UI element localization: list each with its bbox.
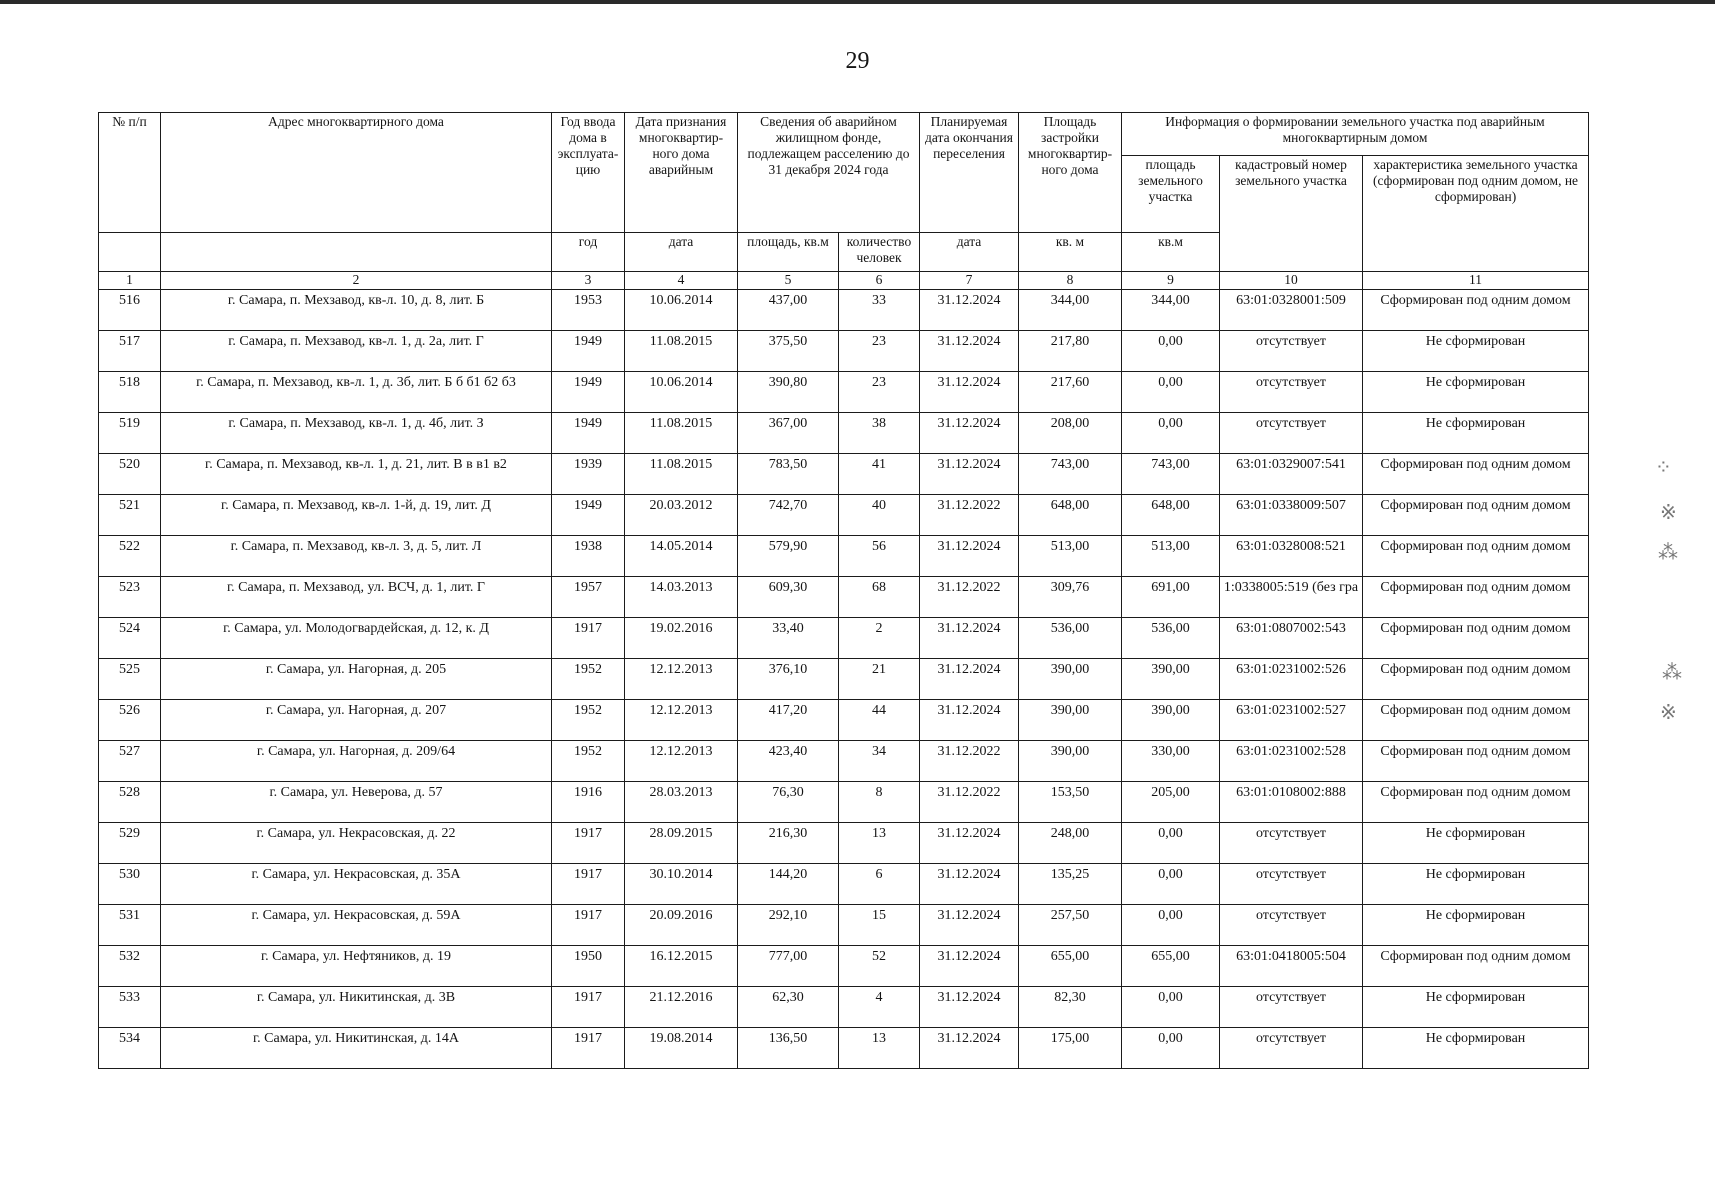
row-land-status: Не сформирован <box>1363 987 1589 1028</box>
table-row <box>99 987 1589 1028</box>
row-address: г. Самара, ул. Никитинская, д. 3В <box>161 987 552 1028</box>
row-year-built: 1949 <box>552 331 625 372</box>
row-built-area: 175,00 <box>1019 1028 1122 1069</box>
unit-date: дата <box>625 233 738 272</box>
row-people-count: 34 <box>839 741 920 782</box>
row-people-count: 4 <box>839 987 920 1028</box>
row-number: 533 <box>99 987 161 1028</box>
margin-scan-mark: ⁂ <box>1662 660 1682 684</box>
header-number: № п/п <box>99 113 161 233</box>
table-row <box>99 700 1589 741</box>
row-cadastral-number: отсутствует <box>1220 987 1363 1028</box>
row-cadastral-number: отсутствует <box>1220 823 1363 864</box>
row-cadastral-number: 63:01:0329007:541 <box>1220 454 1363 495</box>
row-cadastral-number: 63:01:0807002:543 <box>1220 618 1363 659</box>
row-living-area: 375,50 <box>738 331 839 372</box>
row-emergency-date: 11.08.2015 <box>625 413 738 454</box>
column-number: 1 <box>99 272 161 290</box>
row-land-area: 344,00 <box>1122 290 1220 331</box>
header-address: Адрес многоквартирного дома <box>161 113 552 233</box>
row-cadastral-number: 63:01:0418005:504 <box>1220 946 1363 987</box>
row-people-count: 23 <box>839 331 920 372</box>
row-land-area: 0,00 <box>1122 987 1220 1028</box>
row-year-built: 1952 <box>552 700 625 741</box>
row-people-count: 38 <box>839 413 920 454</box>
row-number: 531 <box>99 905 161 946</box>
row-emergency-date: 28.09.2015 <box>625 823 738 864</box>
unit-planned-date: дата <box>920 233 1019 272</box>
row-emergency-date: 16.12.2015 <box>625 946 738 987</box>
table-row <box>99 577 1589 618</box>
header-year-built: Год ввода дома в эксплуата-цию <box>552 113 625 233</box>
row-planned-date: 31.12.2024 <box>920 536 1019 577</box>
row-year-built: 1917 <box>552 864 625 905</box>
row-year-built: 1917 <box>552 618 625 659</box>
row-year-built: 1917 <box>552 1028 625 1069</box>
header-planned-date: Планируемая дата окончания переселения <box>920 113 1019 233</box>
column-number: 3 <box>552 272 625 290</box>
column-number: 8 <box>1019 272 1122 290</box>
row-built-area: 309,76 <box>1019 577 1122 618</box>
row-planned-date: 31.12.2024 <box>920 290 1019 331</box>
margin-scan-mark: ※ <box>1660 700 1677 724</box>
row-emergency-date: 12.12.2013 <box>625 741 738 782</box>
table-row <box>99 495 1589 536</box>
header-emergency-fund: Сведения об аварийном жилищном фонде, подлежащем расселению до 31 декабря 2024 года <box>738 113 920 233</box>
table-row <box>99 413 1589 454</box>
row-planned-date: 31.12.2024 <box>920 905 1019 946</box>
table-row <box>99 536 1589 577</box>
row-emergency-date: 10.06.2014 <box>625 290 738 331</box>
row-address: г. Самара, п. Мехзавод, кв-л. 10, д. 8, лит. Б <box>161 290 552 331</box>
row-emergency-date: 11.08.2015 <box>625 331 738 372</box>
row-address: г. Самара, п. Мехзавод, кв-л. 1-й, д. 19, лит. Д <box>161 495 552 536</box>
table-row <box>99 372 1589 413</box>
row-land-area: 0,00 <box>1122 372 1220 413</box>
row-number: 527 <box>99 741 161 782</box>
row-land-area: 691,00 <box>1122 577 1220 618</box>
row-address: г. Самара, п. Мехзавод, кв-л. 1, д. 4б, лит. З <box>161 413 552 454</box>
row-built-area: 217,80 <box>1019 331 1122 372</box>
row-address: г. Самара, п. Мехзавод, ул. ВСЧ, д. 1, лит. Г <box>161 577 552 618</box>
row-land-area: 648,00 <box>1122 495 1220 536</box>
row-cadastral-number: 63:01:0108002:888 <box>1220 782 1363 823</box>
row-address: г. Самара, ул. Нагорная, д. 205 <box>161 659 552 700</box>
row-living-area: 144,20 <box>738 864 839 905</box>
row-cadastral-number: 63:01:0231002:528 <box>1220 741 1363 782</box>
row-emergency-date: 14.05.2014 <box>625 536 738 577</box>
row-people-count: 21 <box>839 659 920 700</box>
row-land-area: 390,00 <box>1122 659 1220 700</box>
row-people-count: 44 <box>839 700 920 741</box>
unit-built-sqm: кв. м <box>1019 233 1122 272</box>
row-number: 529 <box>99 823 161 864</box>
row-living-area: 76,30 <box>738 782 839 823</box>
row-year-built: 1953 <box>552 290 625 331</box>
row-emergency-date: 12.12.2013 <box>625 659 738 700</box>
table-row <box>99 290 1589 331</box>
row-number: 516 <box>99 290 161 331</box>
header-land-info: Информация о формировании земельного участка под аварийным многоквартирным домом <box>1122 113 1589 156</box>
row-cadastral-number: 63:01:0328001:509 <box>1220 290 1363 331</box>
row-land-status: Сформирован под одним домом <box>1363 782 1589 823</box>
row-emergency-date: 11.08.2015 <box>625 454 738 495</box>
row-number: 520 <box>99 454 161 495</box>
row-built-area: 655,00 <box>1019 946 1122 987</box>
table-row <box>99 1028 1589 1069</box>
row-living-area: 417,20 <box>738 700 839 741</box>
row-living-area: 390,80 <box>738 372 839 413</box>
row-land-status: Не сформирован <box>1363 1028 1589 1069</box>
row-people-count: 6 <box>839 864 920 905</box>
row-emergency-date: 30.10.2014 <box>625 864 738 905</box>
column-number: 7 <box>920 272 1019 290</box>
row-land-status: Сформирован под одним домом <box>1363 577 1589 618</box>
row-land-area: 655,00 <box>1122 946 1220 987</box>
row-number: 522 <box>99 536 161 577</box>
row-land-area: 536,00 <box>1122 618 1220 659</box>
row-built-area: 257,50 <box>1019 905 1122 946</box>
row-planned-date: 31.12.2024 <box>920 372 1019 413</box>
row-address: г. Самара, ул. Никитинская, д. 14А <box>161 1028 552 1069</box>
row-land-area: 0,00 <box>1122 1028 1220 1069</box>
row-address: г. Самара, ул. Некрасовская, д. 59А <box>161 905 552 946</box>
row-number: 518 <box>99 372 161 413</box>
table-row <box>99 618 1589 659</box>
row-built-area: 390,00 <box>1019 700 1122 741</box>
row-land-area: 0,00 <box>1122 823 1220 864</box>
row-people-count: 15 <box>839 905 920 946</box>
margin-scan-mark: ⁘ <box>1655 455 1672 479</box>
row-planned-date: 31.12.2024 <box>920 864 1019 905</box>
row-living-area: 33,40 <box>738 618 839 659</box>
row-year-built: 1916 <box>552 782 625 823</box>
row-planned-date: 31.12.2022 <box>920 782 1019 823</box>
row-land-status: Сформирован под одним домом <box>1363 536 1589 577</box>
row-land-area: 0,00 <box>1122 864 1220 905</box>
row-planned-date: 31.12.2024 <box>920 454 1019 495</box>
row-built-area: 390,00 <box>1019 659 1122 700</box>
row-people-count: 68 <box>839 577 920 618</box>
row-cadastral-number: отсутствует <box>1220 331 1363 372</box>
row-living-area: 609,30 <box>738 577 839 618</box>
unit-people-count: количество человек <box>839 233 920 272</box>
row-planned-date: 31.12.2022 <box>920 741 1019 782</box>
column-number: 6 <box>839 272 920 290</box>
row-address: г. Самара, п. Мехзавод, кв-л. 3, д. 5, лит. Л <box>161 536 552 577</box>
row-number: 530 <box>99 864 161 905</box>
table-row <box>99 659 1589 700</box>
header-land-status: характеристика земельного участка (сформирован под одним домом, не сформирован) <box>1363 156 1589 272</box>
row-land-area: 330,00 <box>1122 741 1220 782</box>
row-land-status: Не сформирован <box>1363 905 1589 946</box>
row-planned-date: 31.12.2024 <box>920 413 1019 454</box>
row-cadastral-number: 63:01:0338009:507 <box>1220 495 1363 536</box>
unit-year: год <box>552 233 625 272</box>
row-land-status: Сформирован под одним домом <box>1363 618 1589 659</box>
table-row <box>99 905 1589 946</box>
row-planned-date: 31.12.2024 <box>920 618 1019 659</box>
row-people-count: 13 <box>839 823 920 864</box>
row-year-built: 1952 <box>552 659 625 700</box>
row-cadastral-number: отсутствует <box>1220 864 1363 905</box>
row-number: 528 <box>99 782 161 823</box>
row-land-status: Не сформирован <box>1363 413 1589 454</box>
row-living-area: 136,50 <box>738 1028 839 1069</box>
row-built-area: 536,00 <box>1019 618 1122 659</box>
row-land-status: Не сформирован <box>1363 823 1589 864</box>
row-number: 526 <box>99 700 161 741</box>
row-land-status: Сформирован под одним домом <box>1363 290 1589 331</box>
row-cadastral-number: 63:01:0328008:521 <box>1220 536 1363 577</box>
row-built-area: 217,60 <box>1019 372 1122 413</box>
row-people-count: 52 <box>839 946 920 987</box>
table-row <box>99 946 1589 987</box>
row-cadastral-number: отсутствует <box>1220 372 1363 413</box>
row-cadastral-number: 1:0338005:519 (без гра <box>1220 577 1363 618</box>
column-number: 11 <box>1363 272 1589 290</box>
row-land-area: 0,00 <box>1122 905 1220 946</box>
row-number: 517 <box>99 331 161 372</box>
column-number: 4 <box>625 272 738 290</box>
row-year-built: 1917 <box>552 987 625 1028</box>
row-living-area: 783,50 <box>738 454 839 495</box>
header-empty-number <box>99 233 161 272</box>
row-planned-date: 31.12.2024 <box>920 331 1019 372</box>
column-number: 5 <box>738 272 839 290</box>
margin-scan-mark: ※ <box>1660 500 1677 524</box>
column-number: 9 <box>1122 272 1220 290</box>
margin-scan-mark: ⁂ <box>1658 540 1678 564</box>
row-built-area: 208,00 <box>1019 413 1122 454</box>
row-people-count: 41 <box>839 454 920 495</box>
row-cadastral-number: отсутствует <box>1220 1028 1363 1069</box>
row-emergency-date: 10.06.2014 <box>625 372 738 413</box>
row-living-area: 777,00 <box>738 946 839 987</box>
row-land-area: 743,00 <box>1122 454 1220 495</box>
row-planned-date: 31.12.2022 <box>920 577 1019 618</box>
row-planned-date: 31.12.2024 <box>920 700 1019 741</box>
row-year-built: 1949 <box>552 495 625 536</box>
row-address: г. Самара, п. Мехзавод, кв-л. 1, д. 2а, лит. Г <box>161 331 552 372</box>
row-land-status: Не сформирован <box>1363 864 1589 905</box>
table-row <box>99 454 1589 495</box>
row-address: г. Самара, ул. Нефтяников, д. 19 <box>161 946 552 987</box>
row-planned-date: 31.12.2024 <box>920 987 1019 1028</box>
row-land-area: 0,00 <box>1122 331 1220 372</box>
row-address: г. Самара, п. Мехзавод, кв-л. 1, д. 3б, лит. Б б б1 б2 б3 <box>161 372 552 413</box>
row-address: г. Самара, п. Мехзавод, кв-л. 1, д. 21, лит. В в в1 в2 <box>161 454 552 495</box>
page-number: 29 <box>845 48 870 74</box>
row-year-built: 1917 <box>552 905 625 946</box>
column-number: 10 <box>1220 272 1363 290</box>
row-land-status: Сформирован под одним домом <box>1363 495 1589 536</box>
row-year-built: 1949 <box>552 413 625 454</box>
table-row <box>99 741 1589 782</box>
table-row <box>99 331 1589 372</box>
row-land-area: 390,00 <box>1122 700 1220 741</box>
row-living-area: 742,70 <box>738 495 839 536</box>
row-built-area: 648,00 <box>1019 495 1122 536</box>
row-built-area: 390,00 <box>1019 741 1122 782</box>
row-year-built: 1939 <box>552 454 625 495</box>
row-land-status: Сформирован под одним домом <box>1363 741 1589 782</box>
row-land-status: Сформирован под одним домом <box>1363 454 1589 495</box>
row-living-area: 423,40 <box>738 741 839 782</box>
row-people-count: 13 <box>839 1028 920 1069</box>
row-address: г. Самара, ул. Молодогвардейская, д. 12, к. Д <box>161 618 552 659</box>
row-emergency-date: 20.03.2012 <box>625 495 738 536</box>
row-people-count: 8 <box>839 782 920 823</box>
row-address: г. Самара, ул. Нагорная, д. 209/64 <box>161 741 552 782</box>
unit-area-sqm: площадь, кв.м <box>738 233 839 272</box>
row-living-area: 62,30 <box>738 987 839 1028</box>
row-living-area: 579,90 <box>738 536 839 577</box>
row-address: г. Самара, ул. Неверова, д. 57 <box>161 782 552 823</box>
row-address: г. Самара, ул. Некрасовская, д. 22 <box>161 823 552 864</box>
row-address: г. Самара, ул. Некрасовская, д. 35А <box>161 864 552 905</box>
row-land-status: Не сформирован <box>1363 372 1589 413</box>
row-cadastral-number: отсутствует <box>1220 905 1363 946</box>
table-row <box>99 864 1589 905</box>
row-emergency-date: 19.02.2016 <box>625 618 738 659</box>
header-land-area: площадь земельного участка <box>1122 156 1220 233</box>
row-planned-date: 31.12.2024 <box>920 659 1019 700</box>
table-row <box>99 782 1589 823</box>
row-year-built: 1917 <box>552 823 625 864</box>
row-emergency-date: 28.03.2013 <box>625 782 738 823</box>
row-built-area: 344,00 <box>1019 290 1122 331</box>
row-people-count: 56 <box>839 536 920 577</box>
row-year-built: 1949 <box>552 372 625 413</box>
row-emergency-date: 12.12.2013 <box>625 700 738 741</box>
row-built-area: 82,30 <box>1019 987 1122 1028</box>
row-number: 525 <box>99 659 161 700</box>
row-number: 521 <box>99 495 161 536</box>
row-planned-date: 31.12.2024 <box>920 1028 1019 1069</box>
row-land-area: 0,00 <box>1122 413 1220 454</box>
scan-top-edge <box>0 0 1715 4</box>
row-people-count: 40 <box>839 495 920 536</box>
row-people-count: 33 <box>839 290 920 331</box>
row-living-area: 367,00 <box>738 413 839 454</box>
row-built-area: 743,00 <box>1019 454 1122 495</box>
row-address: г. Самара, ул. Нагорная, д. 207 <box>161 700 552 741</box>
row-number: 534 <box>99 1028 161 1069</box>
row-land-status: Не сформирован <box>1363 331 1589 372</box>
row-built-area: 153,50 <box>1019 782 1122 823</box>
column-number-row <box>99 272 1589 290</box>
row-land-area: 513,00 <box>1122 536 1220 577</box>
table-row <box>99 823 1589 864</box>
row-year-built: 1952 <box>552 741 625 782</box>
row-land-area: 205,00 <box>1122 782 1220 823</box>
row-built-area: 513,00 <box>1019 536 1122 577</box>
row-number: 532 <box>99 946 161 987</box>
row-people-count: 23 <box>839 372 920 413</box>
row-built-area: 135,25 <box>1019 864 1122 905</box>
row-living-area: 216,30 <box>738 823 839 864</box>
unit-land-sqm: кв.м <box>1122 233 1220 272</box>
row-living-area: 292,10 <box>738 905 839 946</box>
emergency-housing-table <box>98 112 1589 1069</box>
row-land-status: Сформирован под одним домом <box>1363 700 1589 741</box>
row-cadastral-number: 63:01:0231002:526 <box>1220 659 1363 700</box>
row-planned-date: 31.12.2024 <box>920 823 1019 864</box>
header-empty-address <box>161 233 552 272</box>
header-cadastral-number: кадастровый номер земельного участка <box>1220 156 1363 272</box>
row-year-built: 1938 <box>552 536 625 577</box>
row-number: 519 <box>99 413 161 454</box>
header-emergency-date: Дата признания многоквартир-ного дома аварийным <box>625 113 738 233</box>
row-year-built: 1950 <box>552 946 625 987</box>
row-planned-date: 31.12.2024 <box>920 946 1019 987</box>
header-built-area: Площадь застройки многоквартир-ного дома <box>1019 113 1122 233</box>
row-land-status: Сформирован под одним домом <box>1363 946 1589 987</box>
row-emergency-date: 19.08.2014 <box>625 1028 738 1069</box>
column-number: 2 <box>161 272 552 290</box>
row-planned-date: 31.12.2022 <box>920 495 1019 536</box>
row-people-count: 2 <box>839 618 920 659</box>
row-cadastral-number: 63:01:0231002:527 <box>1220 700 1363 741</box>
row-living-area: 376,10 <box>738 659 839 700</box>
row-year-built: 1957 <box>552 577 625 618</box>
row-emergency-date: 14.03.2013 <box>625 577 738 618</box>
row-cadastral-number: отсутствует <box>1220 413 1363 454</box>
row-land-status: Сформирован под одним домом <box>1363 659 1589 700</box>
row-number: 524 <box>99 618 161 659</box>
row-emergency-date: 21.12.2016 <box>625 987 738 1028</box>
row-living-area: 437,00 <box>738 290 839 331</box>
row-built-area: 248,00 <box>1019 823 1122 864</box>
row-number: 523 <box>99 577 161 618</box>
row-emergency-date: 20.09.2016 <box>625 905 738 946</box>
